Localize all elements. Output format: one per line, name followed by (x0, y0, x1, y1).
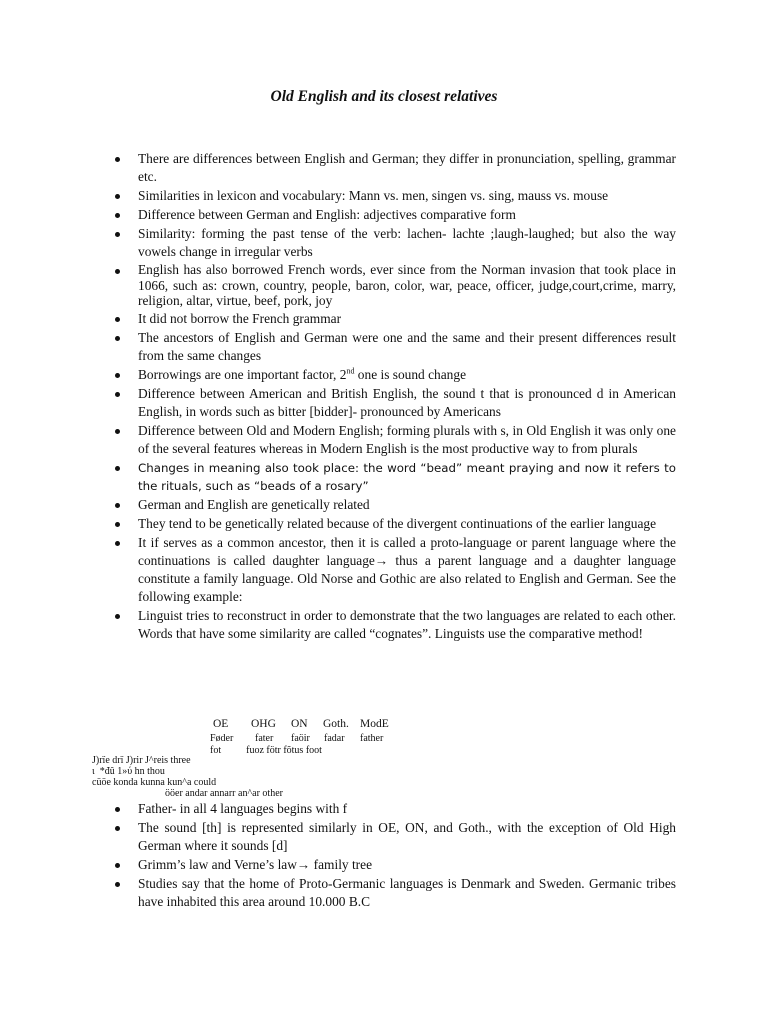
list-item: Father- in all 4 languages begins with f (110, 800, 676, 818)
bullet-dot (115, 522, 120, 527)
bullet-dot (115, 466, 120, 471)
bullet-dot (115, 614, 120, 619)
vocab-header-goth: Goth. (323, 718, 349, 730)
list-item: Similarity: forming the past tense of the verb: lachen- lachte ;laugh-laughed; but also the way vowels change in irregular verbs (110, 225, 676, 261)
vocab-header-mode: ModE (360, 718, 389, 730)
list-item: Difference between German and English: adjectives comparative form (110, 206, 676, 224)
bullet-dot (115, 429, 120, 434)
list-item: Difference between American and British English, the sound t that is pronounced d in American English, in words such as bitter [bidder]- pronounced by Americans (110, 385, 676, 421)
list-item: Studies say that the home of Proto-Germanic languages is Denmark and Sweden. Germanic tribes have inhabited this area around 10.000 B.C (110, 875, 676, 911)
bullet-dot (115, 541, 120, 546)
list-item: English has also borrowed French words, ever since from the Norman invasion that took place in 1066, such as: crown, country, people, baron, color, war, peace, officer, judge,court,crime, marry, religion, altar, virtue, beef, pork, joy (110, 262, 676, 309)
bullet-dot (115, 392, 120, 397)
bullet-dot (115, 232, 120, 237)
vocab-cell: fater (255, 733, 274, 744)
list-item: Difference between Old and Modern English; forming plurals with s, in Old English it was only one of the several features whereas in Modern English is the most productive way to from plurals (110, 422, 676, 458)
bullet-dot (115, 807, 120, 812)
list-item: They tend to be genetically related because of the divergent continuations of the earlier language (110, 515, 676, 533)
vocab-header-on: ON (291, 718, 308, 730)
bullet-dot (115, 269, 120, 274)
vocab-row: ι *đû 1»ύ hn thou (92, 766, 165, 777)
list-item: Borrowings are one important factor, 2nd one is sound change (110, 366, 676, 384)
bullet-dot (115, 157, 120, 162)
bullet-dot (115, 863, 120, 868)
vocab-header-ohg: OHG (251, 718, 276, 730)
bullet-list-2 (110, 800, 676, 912)
list-item: Grimm’s law and Verne’s law→ family tree (110, 856, 676, 874)
bullet-dot (115, 213, 120, 218)
list-item: There are differences between English and German; they differ in pronunciation, spelling, grammar etc. (110, 150, 676, 186)
bullet-dot (115, 882, 120, 887)
bullet-dot (115, 336, 120, 341)
list-item: The sound [th] is represented similarly in OE, ON, and Goth., with the exception of Old High German where it sounds [d] (110, 819, 676, 855)
bullet-dot (115, 826, 120, 831)
bullet-dot (115, 503, 120, 508)
vocab-row: J)rïe drï J)rir J^reis three (92, 755, 191, 766)
bullet-dot (115, 373, 120, 378)
bullet-dot (115, 194, 120, 199)
vocab-row: cüöe konda kunna kun^a could (92, 777, 217, 788)
list-item: The ancestors of English and German were one and the same and their present differences result from the same changes (110, 329, 676, 365)
list-item: German and English are genetically related (110, 496, 676, 514)
vocab-cell: father (360, 733, 384, 744)
list-item: Similarities in lexicon and vocabulary: Mann vs. men, singen vs. sing, mauss vs. mouse (110, 187, 676, 205)
vocab-row: fot fuoz fötr fõtus foot (210, 745, 322, 756)
bullet-list (110, 150, 676, 644)
bullet-dot (115, 317, 120, 322)
list-item: It if serves as a common ancestor, then it is called a proto-language or parent language where the continuations is called daughter language→ thus a parent language and a daughter language constitute a family language. Old Norse and Gothic are also related to English and German. See the following example: (110, 534, 676, 606)
vocab-cell: fadar (324, 733, 345, 744)
vocab-cell: Føder (210, 733, 234, 744)
list-item: Linguist tries to reconstruct in order to demonstrate that the two languages are related to each other. Words that have some similarity are called “cognates”. Linguists use the comparative method! (110, 607, 676, 643)
vocab-header-oe: OE (213, 718, 229, 730)
vocab-row: ööer andar annarr an^ar other (165, 788, 283, 799)
vocab-cell: faöir (291, 733, 310, 744)
list-item: It did not borrow the French grammar (110, 310, 676, 328)
list-item: Changes in meaning also took place: the word “bead” meant praying and now it refers to the rituals, such as “beads of a rosary” (110, 459, 676, 495)
page-title: Old English and its closest relatives (270, 88, 498, 105)
